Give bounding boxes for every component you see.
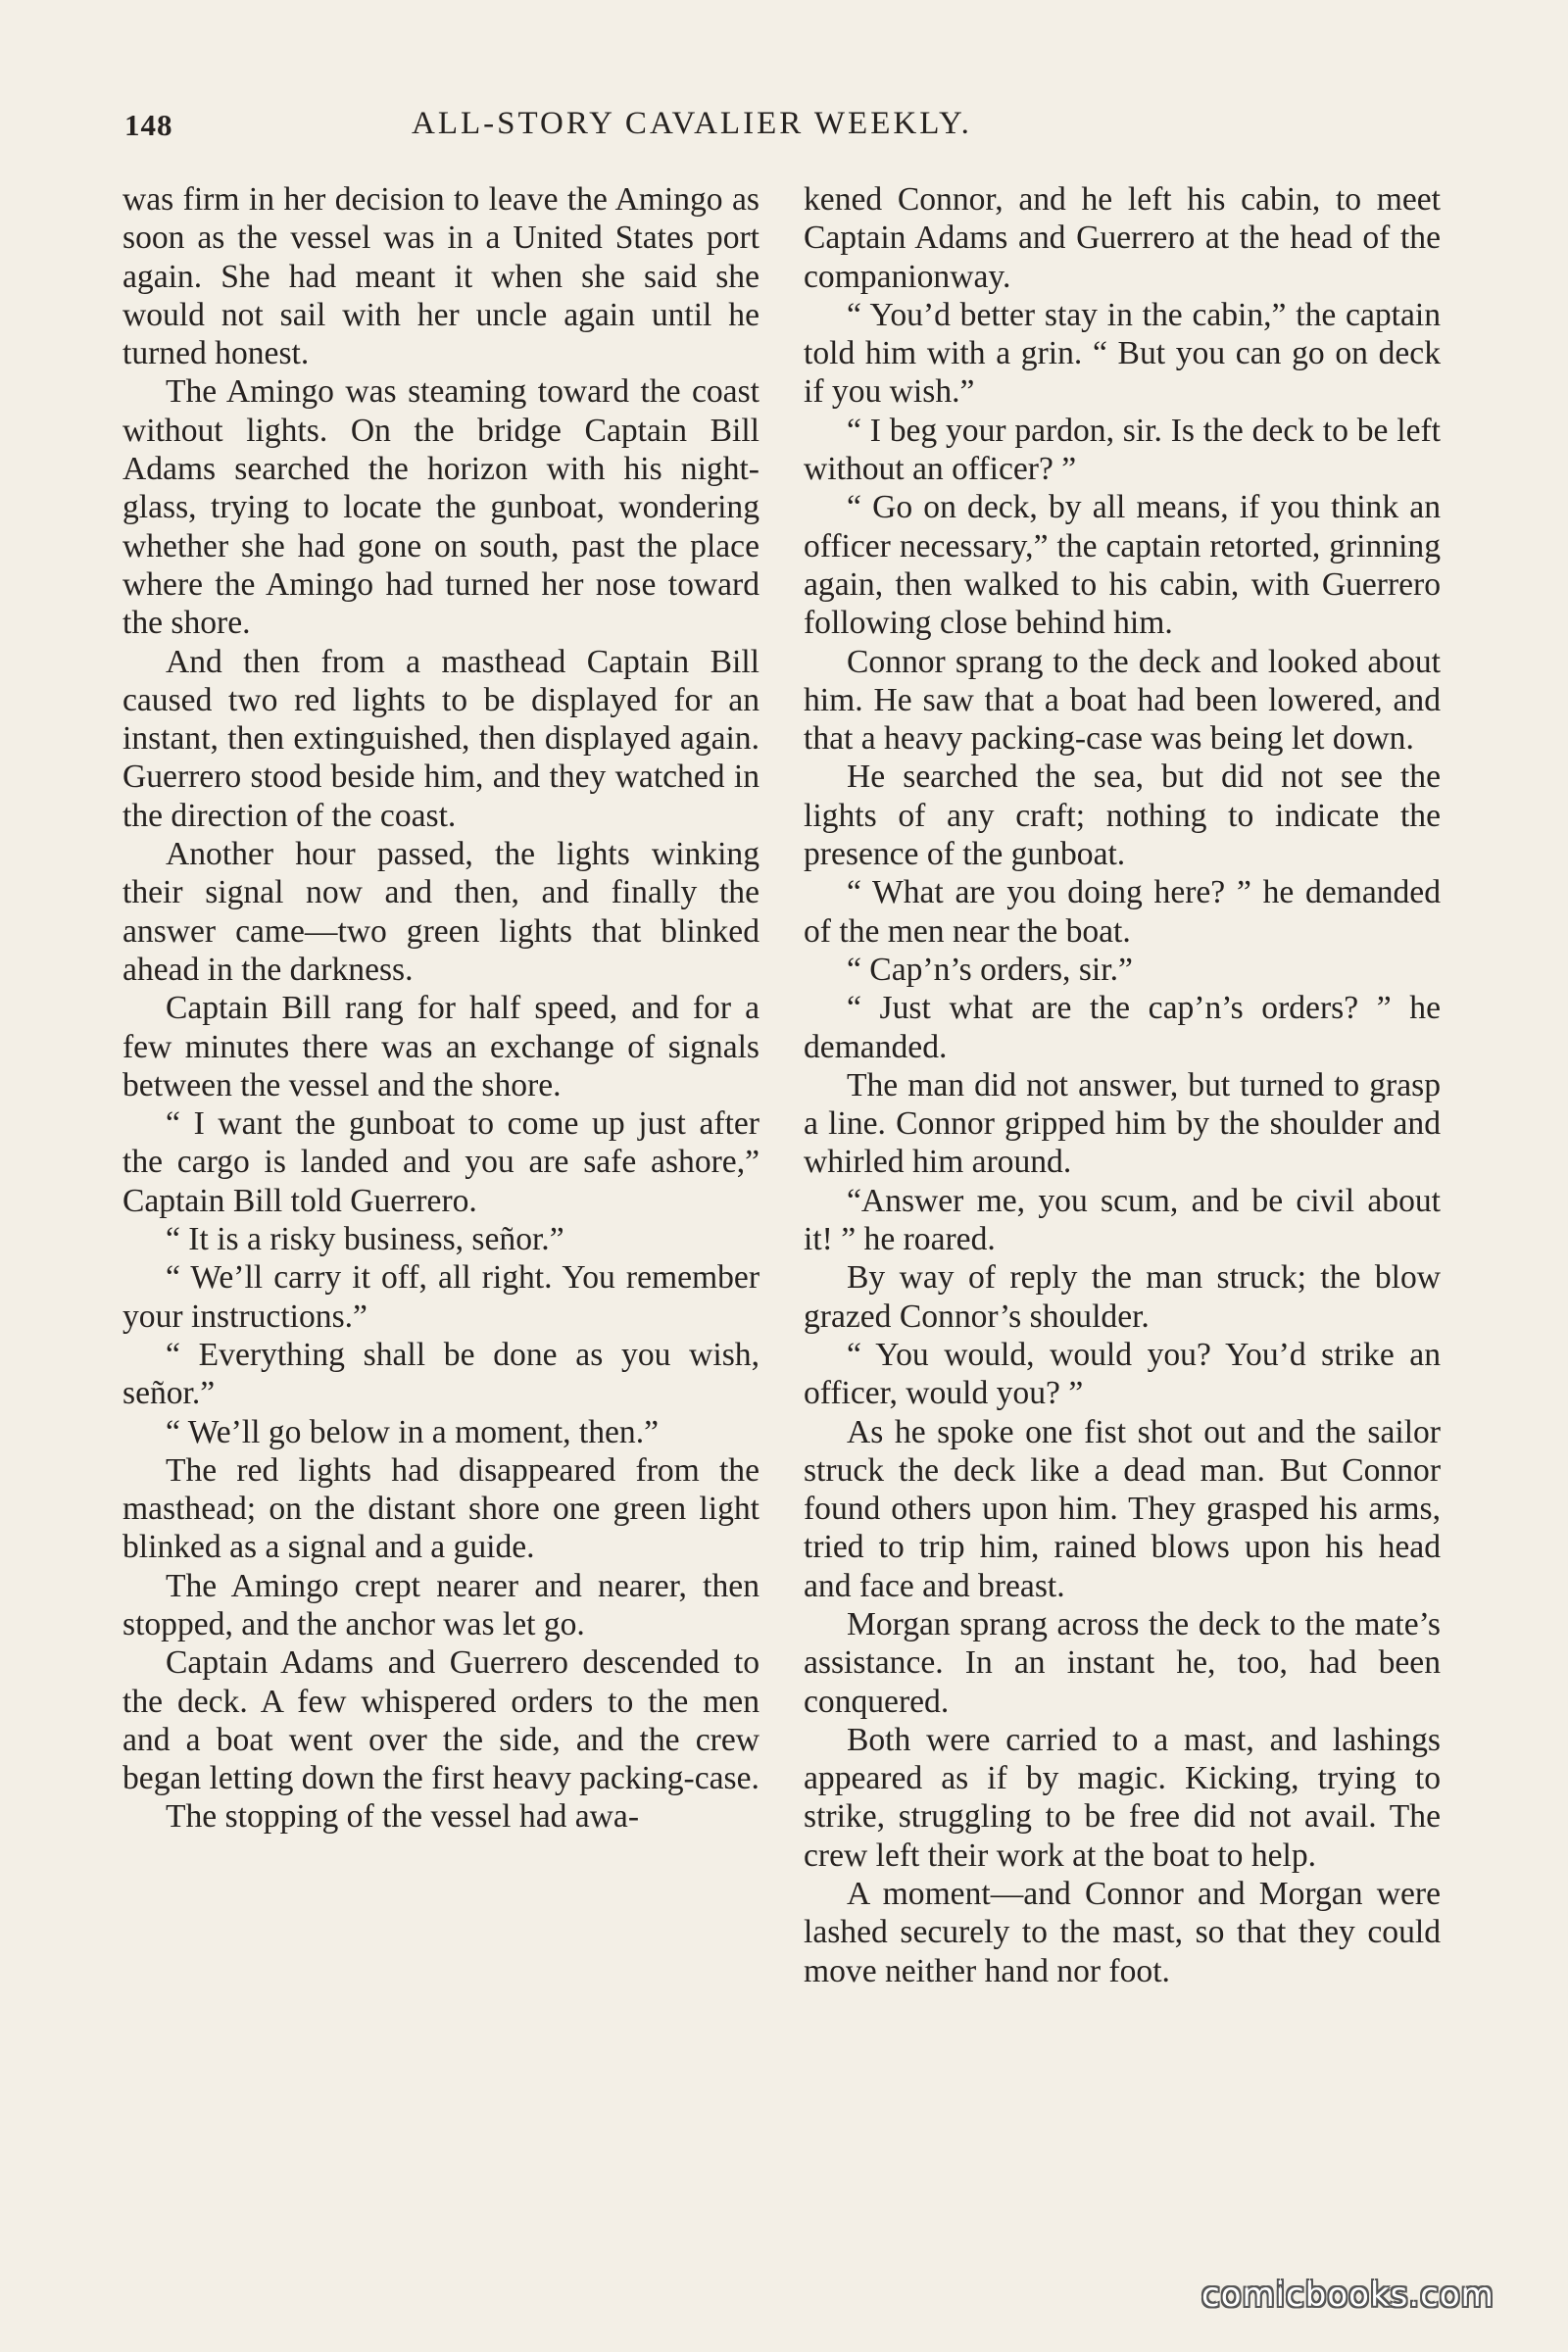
paragraph: “ What are you doing here? ” he demanded of the men near the boat.	[804, 874, 1441, 950]
paragraph: And then from a masthead Captain Bill caused two red lights to be displayed for an instant, then extinguished, then displayed again. Guerrero stood beside him, and they watched in the direction of the coast.	[122, 643, 760, 834]
paragraph: “ It is a risky business, señor.”	[166, 1221, 564, 1258]
paragraph: “ Just what are the cap’n’s orders? ” he demanded.	[804, 990, 1441, 1065]
paragraph: Both were carried to a mast, and lashings appeared as if by magic. Kicking, trying to strike, struggling to be free did not avail. The crew left their work at the boat to help.	[804, 1721, 1441, 1874]
paragraph: Captain Adams and Guerrero descended to the deck. A few whispered orders to the men and a boat went over the side, and the crew began letting down the first heavy packing-case.	[122, 1644, 760, 1797]
right-column	[804, 180, 1441, 1990]
paragraph: “ We’ll carry it off, all right. You remember your instructions.”	[122, 1259, 760, 1335]
paragraph: Captain Bill rang for half speed, and for a few minutes there was an exchange of signals between the vessel and the shore.	[122, 990, 760, 1103]
paragraph: As he spoke one fist shot out and the sailor struck the deck like a dead man. But Connor found others upon him. They grasped his arms, tried to trip him, rained blows upon his head and face and breast.	[804, 1413, 1441, 1604]
paragraph: The man did not answer, but turned to grasp a line. Connor gripped him by the shoulder and whirled him around.	[804, 1066, 1441, 1181]
paragraph: “ Go on deck, by all means, if you think an officer necessary,” the captain retorted, grinning again, then walked to his cabin, with Guerrero following close behind him.	[804, 489, 1441, 642]
paragraph: “ Cap’n’s orders, sir.”	[847, 951, 1133, 988]
paragraph: Connor sprang to the deck and looked about him. He saw that a boat had been lowered, and that a heavy packing-case was being let down.	[804, 643, 1441, 758]
page-number: 148	[124, 108, 173, 142]
running-head-title: ALL-STORY CAVALIER WEEKLY.	[412, 106, 972, 141]
paragraph: was firm in her decision to leave the Amingo as soon as the vessel was in a United States port again. She had meant it when she said she would not sail with her uncle again until he turned honest.	[122, 181, 760, 372]
paragraph: “ Everything shall be done as you wish, señor.”	[122, 1336, 760, 1412]
paragraph: “ You’d better stay in the cabin,” the captain told him with a grin. “ But you can go on deck if you wish.”	[804, 296, 1441, 411]
paragraph: “Answer me, you scum, and be civil about it! ” he roared.	[804, 1182, 1441, 1258]
paragraph: The Amingo crept nearer and nearer, then stopped, and the anchor was let go.	[122, 1567, 760, 1642]
paragraph: Morgan sprang across the deck to the mate’s assistance. In an instant he, too, had been conquered.	[804, 1605, 1441, 1720]
left-column	[122, 180, 760, 1837]
paragraph: “ I want the gunboat to come up just after the cargo is landed and you are safe ashore,” Captain Bill told Guerrero.	[122, 1105, 760, 1219]
paragraph: A moment—and Connor and Morgan were lashed securely to the mast, so that they could move neither hand nor foot.	[804, 1876, 1441, 1989]
paragraph: “ You would, would you? You’d strike an officer, would you? ”	[804, 1336, 1441, 1412]
watermark: comicbooks.com	[1201, 2276, 1494, 2315]
paragraph: “ I beg your pardon, sir. Is the deck to be left without an officer? ”	[804, 412, 1441, 488]
paragraph: He searched the sea, but did not see the lights of any craft; nothing to indicate the presence of the gunboat.	[804, 759, 1441, 873]
paragraph: The red lights had disappeared from the masthead; on the distant shore one green light blinked as a signal and a guide.	[122, 1451, 760, 1566]
paragraph: Another hour passed, the lights winking their signal now and then, and finally the answer came—two green lights that blinked ahead in the darkness.	[122, 836, 760, 988]
paragraph: By way of reply the man struck; the blow grazed Connor’s shoulder.	[804, 1259, 1441, 1335]
paragraph: The stopping of the vessel had awa-	[166, 1798, 640, 1836]
paragraph: kened Connor, and he left his cabin, to meet Captain Adams and Guerrero at the head of the companionway.	[804, 181, 1441, 295]
paragraph: “ We’ll go below in a moment, then.”	[166, 1413, 660, 1450]
paragraph: The Amingo was steaming toward the coast without lights. On the bridge Captain Bill Adams searched the horizon with his night-glass, trying to locate the gunboat, wondering whether she had gone on south, past the place where the Amingo had turned her nose toward the shore.	[122, 373, 760, 642]
